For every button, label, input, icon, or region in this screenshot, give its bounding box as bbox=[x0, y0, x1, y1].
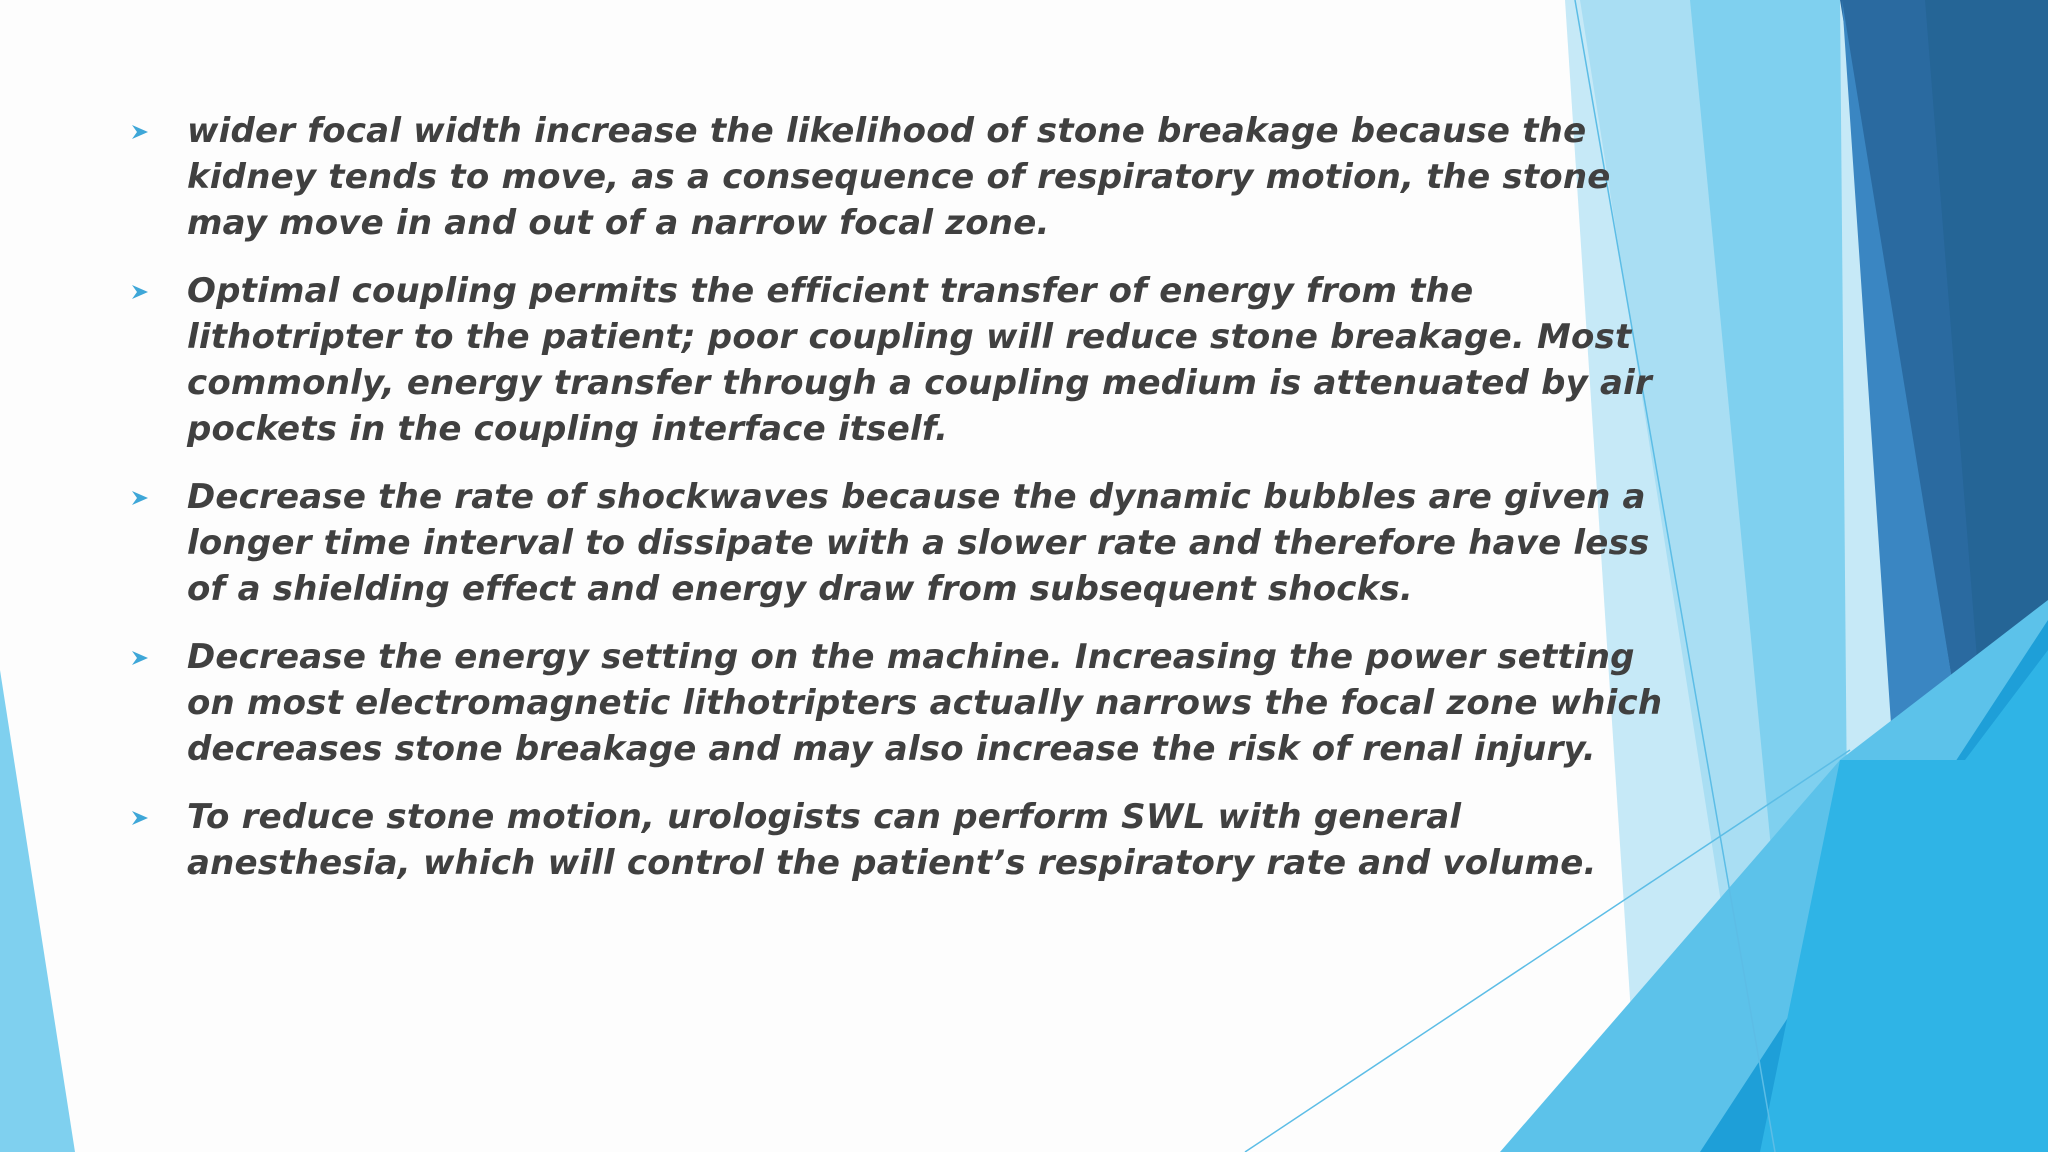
bullet-item bbox=[130, 108, 1690, 246]
bullet-text: Optimal coupling permits the efficient transfer of energy from the lithotripter to the patient; poor coupling will reduce stone breakage. Most commonly, energy transfer through a coupling medium is attenuated by air pockets in the coupling interface itself. bbox=[187, 271, 1652, 449]
bullet-item bbox=[130, 634, 1690, 772]
bullet-item bbox=[130, 268, 1690, 452]
bullet-text: Decrease the rate of shockwaves because the dynamic bubbles are given a longer time interval to dissipate with a slower rate and therefore have less of a shielding effect and energy draw from subsequent shocks. bbox=[187, 477, 1650, 609]
arrowhead-bullet-icon bbox=[130, 490, 150, 506]
arrowhead-bullet-icon bbox=[130, 810, 150, 826]
bullet-text: To reduce stone motion, urologists can perform SWL with general anesthesia, which will control the patient’s respiratory rate and volume. bbox=[187, 797, 1597, 883]
arrowhead-bullet-icon bbox=[130, 124, 150, 140]
arrowhead-bullet-icon bbox=[130, 650, 150, 666]
bullet-item bbox=[130, 794, 1690, 886]
bullet-list bbox=[130, 108, 1690, 886]
slide-content bbox=[130, 108, 1690, 908]
bullet-text: wider focal width increase the likelihood of stone breakage because the kidney tends to move, as a consequence of respiratory motion, the stone may move in and out of a narrow focal zone. bbox=[187, 111, 1611, 243]
arrowhead-bullet-icon bbox=[130, 284, 150, 300]
left-edge-shape bbox=[0, 670, 75, 1152]
bullet-text: Decrease the energy setting on the machine. Increasing the power setting on most electromagnetic lithotripters actually narrows the focal zone which decreases stone breakage and may also increase the risk of renal injury. bbox=[187, 637, 1663, 769]
bullet-item bbox=[130, 474, 1690, 612]
